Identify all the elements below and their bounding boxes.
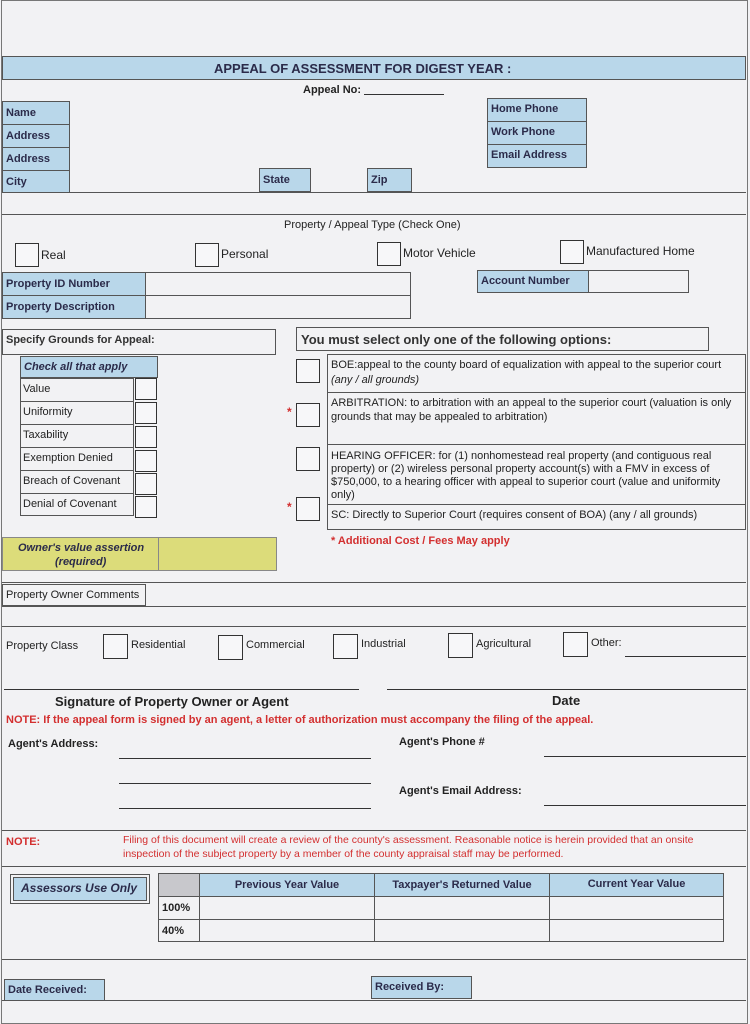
commercial-checkbox[interactable] [218, 635, 243, 660]
work-phone-label: Work Phone [487, 121, 587, 145]
property-class-label: Property Class [6, 640, 79, 652]
agent-note: NOTE: If the appeal form is signed by an agent, a letter of authorization must accompany the filing of the appeal. [6, 714, 594, 726]
agent-email-label: Agent's Email Address: [399, 785, 522, 797]
divider [158, 919, 724, 920]
denial-of-covenant-checkbox[interactable] [135, 496, 157, 518]
divider [327, 392, 746, 393]
option-boe-note: (any / all grounds) [331, 374, 420, 386]
zip-label: Zip [367, 168, 412, 192]
other-field[interactable] [625, 656, 746, 657]
property-description-field[interactable] [145, 295, 411, 319]
hearing-officer-checkbox[interactable] [296, 447, 320, 471]
account-number-label: Account Number [477, 270, 589, 293]
divider [20, 493, 134, 494]
owner-comments-label: Property Owner Comments [6, 589, 140, 601]
real-checkbox[interactable] [15, 243, 39, 267]
divider [327, 444, 746, 445]
comments-line[interactable] [2, 626, 746, 627]
property-type-heading: Property / Appeal Type (Check One) [284, 219, 461, 231]
divider [327, 504, 746, 505]
agricultural-label: Agricultural [476, 638, 532, 650]
state-label: State [259, 168, 311, 192]
page-title: APPEAL OF ASSESSMENT FOR DIGEST YEAR : [214, 61, 512, 76]
divider [20, 470, 134, 471]
note-label: NOTE: [6, 836, 41, 848]
note-text-line2: inspection of the subject property by a member of the county appraisal staff may be performed. [123, 848, 564, 860]
value-checkbox[interactable] [135, 378, 157, 400]
option-sc: SC: Directly to Superior Court (requires consent of BOA) (any / all grounds) [331, 509, 698, 521]
ground-uniformity: Uniformity [23, 406, 73, 418]
motor-vehicle-label: Motor Vehicle [403, 246, 476, 260]
divider [2, 606, 746, 607]
divider [70, 192, 746, 193]
row-40: 40% [162, 925, 185, 937]
owners-value-label: Owner's value assertion [18, 542, 145, 554]
property-description-label: Property Description [2, 295, 146, 319]
manufactured-home-checkbox[interactable] [560, 240, 584, 264]
option-hearing-line2: property) or (2) wireless personal property account(s) with a FMV in excess of [331, 463, 710, 475]
property-id-label: Property ID Number [2, 272, 146, 296]
boe-checkbox[interactable] [296, 359, 320, 383]
agent-phone-line[interactable] [544, 756, 746, 757]
exemption-denied-checkbox[interactable] [135, 450, 157, 472]
signature-label: Signature of Property Owner or Agent [55, 694, 289, 709]
agent-email-line[interactable] [544, 805, 746, 806]
grounds-heading: Specify Grounds for Appeal: [6, 334, 155, 346]
date-received-label: Date Received: [4, 979, 105, 1001]
check-all-label: Check all that apply [20, 356, 158, 378]
received-by-label: Received By: [371, 976, 472, 999]
divider [20, 401, 134, 402]
uniformity-checkbox[interactable] [135, 402, 157, 424]
col-taxpayer-returned: Taxpayer's Returned Value [374, 873, 550, 897]
agent-address-line-2[interactable] [119, 783, 371, 784]
agent-address-line-3[interactable] [119, 808, 371, 809]
address-label-2: Address [2, 147, 70, 171]
arbitration-asterisk: * [287, 405, 292, 419]
breach-of-covenant-checkbox[interactable] [135, 473, 157, 495]
agent-phone-label: Agent's Phone # [399, 736, 485, 748]
account-number-field[interactable] [588, 270, 689, 293]
agent-address-line-1[interactable] [119, 758, 371, 759]
city-label: City [2, 170, 70, 193]
owners-value-required: (required) [55, 556, 107, 568]
divider [2, 214, 746, 215]
divider [549, 896, 550, 942]
date-line[interactable] [387, 689, 746, 690]
arbitration-checkbox[interactable] [296, 403, 320, 427]
divider [2, 830, 746, 831]
divider [2, 1000, 746, 1001]
other-label: Other: [591, 637, 622, 649]
ground-exemption-denied: Exemption Denied [23, 452, 113, 464]
ground-breach-of-covenant: Breach of Covenant [23, 475, 121, 487]
agricultural-checkbox[interactable] [448, 633, 473, 658]
divider [199, 896, 200, 942]
sc-asterisk: * [287, 500, 292, 514]
real-label: Real [41, 248, 66, 262]
industrial-label: Industrial [361, 638, 406, 650]
industrial-checkbox[interactable] [333, 634, 358, 659]
property-id-field[interactable] [145, 272, 411, 296]
options-heading: You must select only one of the following options: [301, 332, 612, 347]
signature-line[interactable] [4, 689, 359, 690]
address-label-1: Address [2, 124, 70, 148]
col-current-year: Current Year Value [549, 873, 724, 897]
additional-cost-note: * Additional Cost / Fees May apply [331, 535, 510, 547]
email-label: Email Address [487, 144, 587, 168]
option-hearing-line1: HEARING OFFICER: for (1) nonhomestead real property (and contiguous real [331, 450, 712, 462]
residential-label: Residential [131, 639, 186, 651]
option-hearing-line4: only) [331, 489, 355, 501]
divider [2, 866, 746, 867]
motor-vehicle-checkbox[interactable] [377, 242, 401, 266]
appeal-no-field[interactable] [364, 94, 444, 95]
assessors-label: Assessors Use Only [21, 881, 138, 895]
manufactured-home-label: Manufactured Home [586, 244, 695, 258]
ground-value: Value [23, 383, 51, 395]
ground-taxability: Taxability [23, 429, 69, 441]
option-arbitration-line1: ARBITRATION: to arbitration with an appeal to the superior court (valuation is only [331, 397, 732, 409]
residential-checkbox[interactable] [103, 634, 128, 659]
divider [20, 424, 134, 425]
owners-value-field[interactable] [158, 537, 277, 571]
row-100: 100% [162, 902, 191, 914]
home-phone-label: Home Phone [487, 98, 587, 122]
divider [2, 959, 746, 960]
taxability-checkbox[interactable] [135, 426, 157, 448]
option-hearing-line3: $750,000, to a hearing officer with appeal to superior court (value and uniformity [331, 476, 721, 488]
other-checkbox[interactable] [563, 632, 588, 657]
assessors-corner [158, 873, 200, 897]
agent-address-label: Agent's Address: [8, 738, 99, 750]
col-previous-year: Previous Year Value [199, 873, 375, 897]
option-boe: BOE:appeal to the county board of equalization with appeal to the superior court [331, 359, 722, 371]
commercial-label: Commercial [246, 639, 305, 651]
ground-denial-of-covenant: Denial of Covenant [23, 498, 117, 510]
note-text-line1: Filing of this document will create a review of the county's assessment. Reasonable notice is herein provided that an onsite [123, 834, 694, 846]
name-label: Name [2, 101, 70, 125]
appeal-no-label: Appeal No: [303, 84, 362, 96]
date-label: Date [552, 693, 581, 708]
option-arbitration-line2: grounds that may be appealed to arbitration) [331, 411, 548, 423]
personal-checkbox[interactable] [195, 243, 219, 267]
sc-checkbox[interactable] [296, 497, 320, 521]
divider [2, 582, 746, 583]
divider [374, 896, 375, 942]
personal-label: Personal [221, 247, 269, 261]
divider [20, 447, 134, 448]
